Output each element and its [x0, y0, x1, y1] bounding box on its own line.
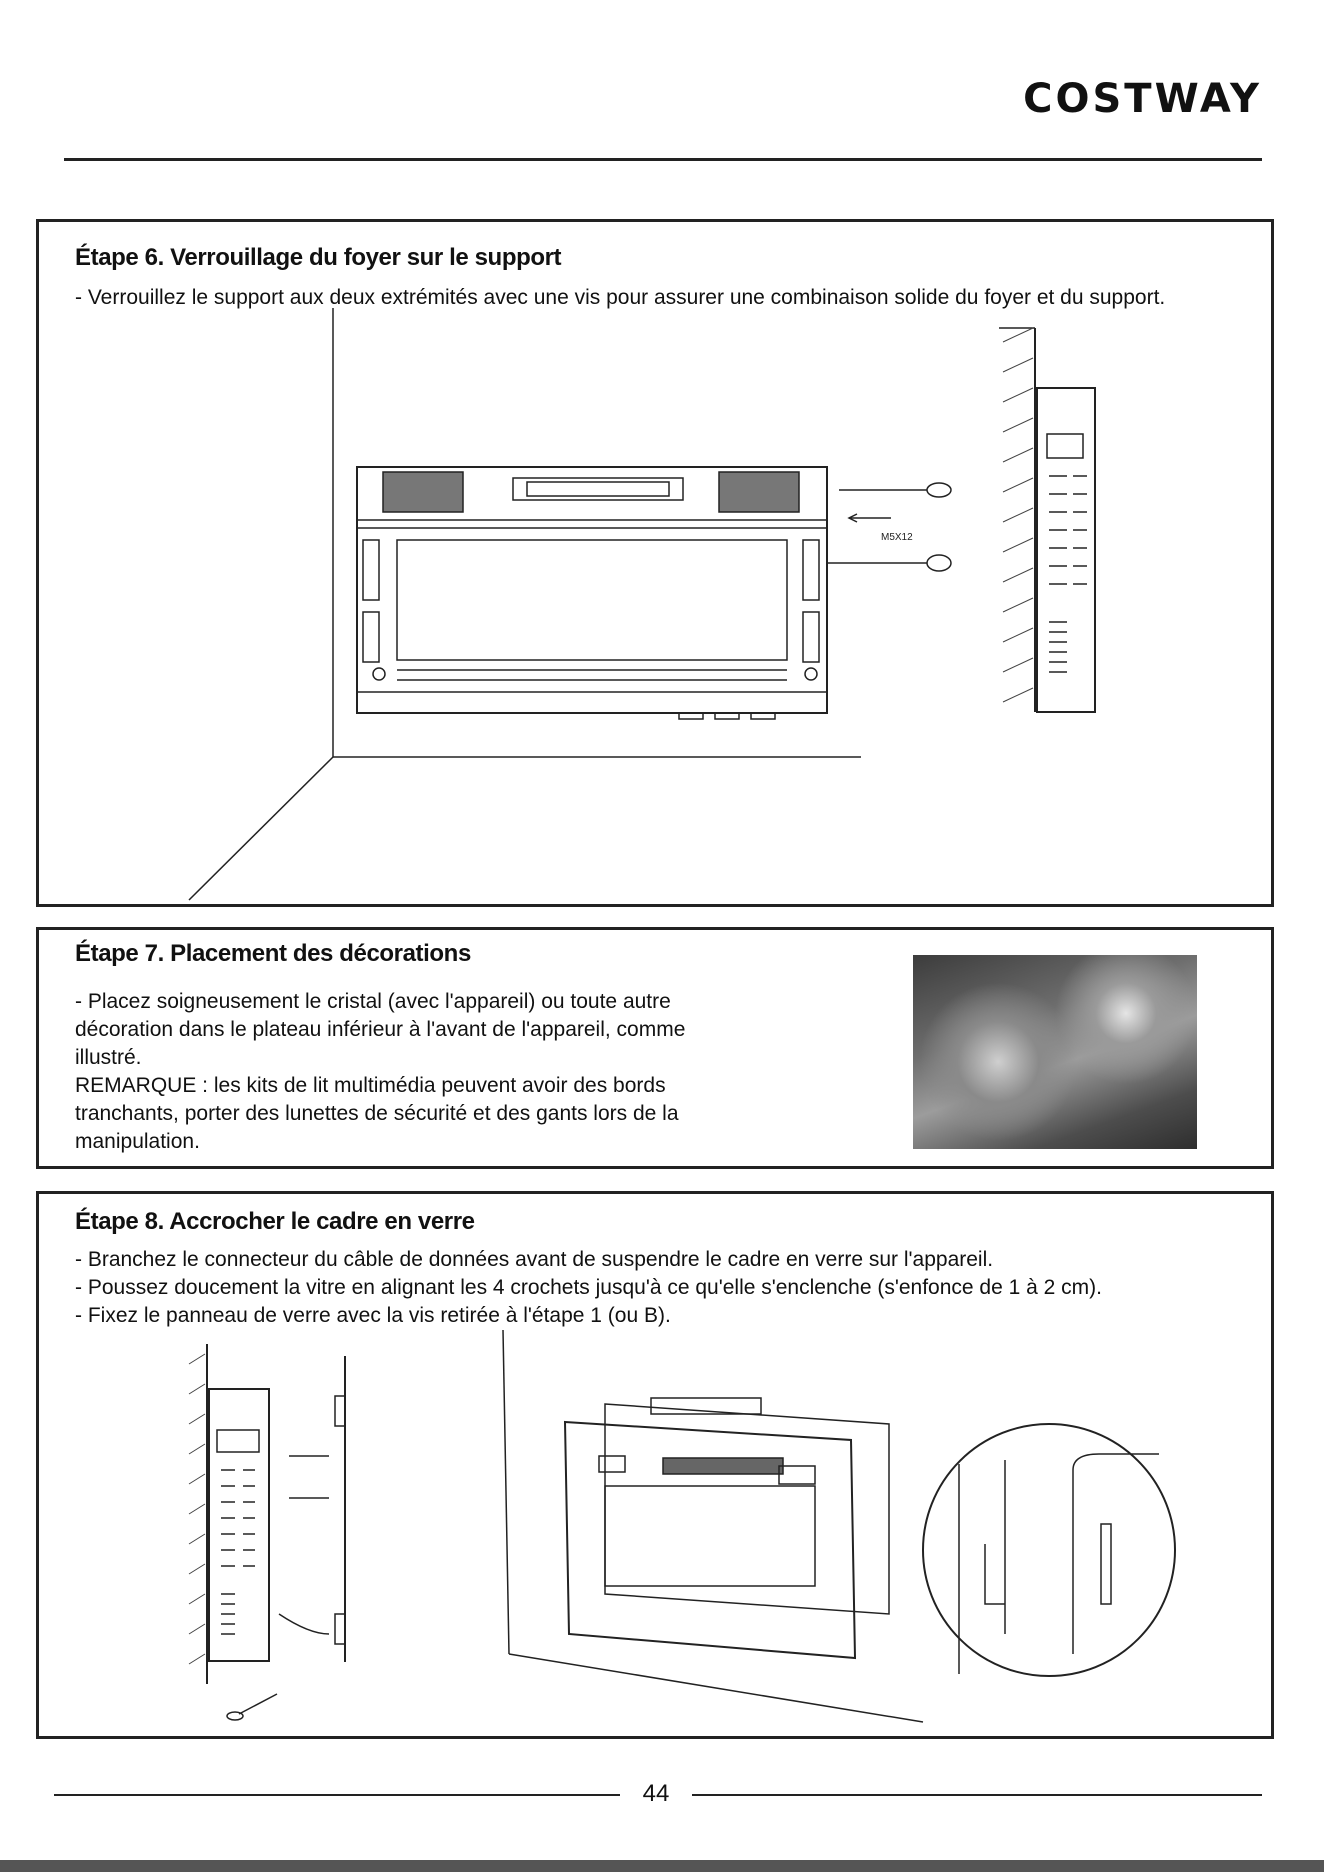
header-divider — [64, 158, 1262, 161]
step6-title: Étape 6. Verrouillage du foyer sur le support — [75, 244, 562, 271]
step7-line: illustré. — [75, 1046, 142, 1069]
step8-title: Étape 8. Accrocher le cadre en verre — [75, 1208, 475, 1235]
brand-logo: COSTWAY — [1023, 76, 1262, 122]
step8-line: - Poussez doucement la vitre en alignant les 4 crochets jusqu'à ce qu'elle s'enclenche (s'enfonce de 1 à 2 cm). — [75, 1276, 1102, 1299]
step7-instructions — [75, 988, 815, 1156]
step7-line: - Placez soigneusement le cristal (avec l'appareil) ou toute autre — [75, 990, 671, 1013]
step8-illustration — [39, 1194, 1271, 1736]
step7-line: décoration dans le plateau inférieur à l'avant de l'appareil, comme — [75, 1018, 686, 1041]
crystal-decoration-photo — [913, 955, 1197, 1149]
step7-title: Étape 7. Placement des décorations — [75, 940, 471, 967]
step6-panel — [36, 219, 1274, 907]
page-number: 44 — [642, 1780, 670, 1807]
step6-illustration — [39, 222, 1271, 904]
scan-edge — [0, 1860, 1324, 1872]
screw-label: M5X12 — [881, 532, 913, 543]
step8-line: - Fixez le panneau de verre avec la vis retirée à l'étape 1 (ou B). — [75, 1304, 671, 1327]
footer-rule-left — [54, 1794, 620, 1796]
step8-line: - Branchez le connecteur du câble de données avant de suspendre le cadre en verre sur l'appareil. — [75, 1248, 994, 1271]
step8-panel — [36, 1191, 1274, 1739]
step7-line: manipulation. — [75, 1130, 200, 1153]
step7-line: tranchants, porter des lunettes de sécurité et des gants lors de la — [75, 1102, 679, 1125]
footer-rule-right — [692, 1794, 1262, 1796]
step6-instruction: - Verrouillez le support aux deux extrémités avec une vis pour assurer une combinaison solide du foyer et du support. — [75, 286, 1166, 309]
step7-panel — [36, 927, 1274, 1169]
step7-line: REMARQUE : les kits de lit multimédia peuvent avoir des bords — [75, 1074, 666, 1097]
